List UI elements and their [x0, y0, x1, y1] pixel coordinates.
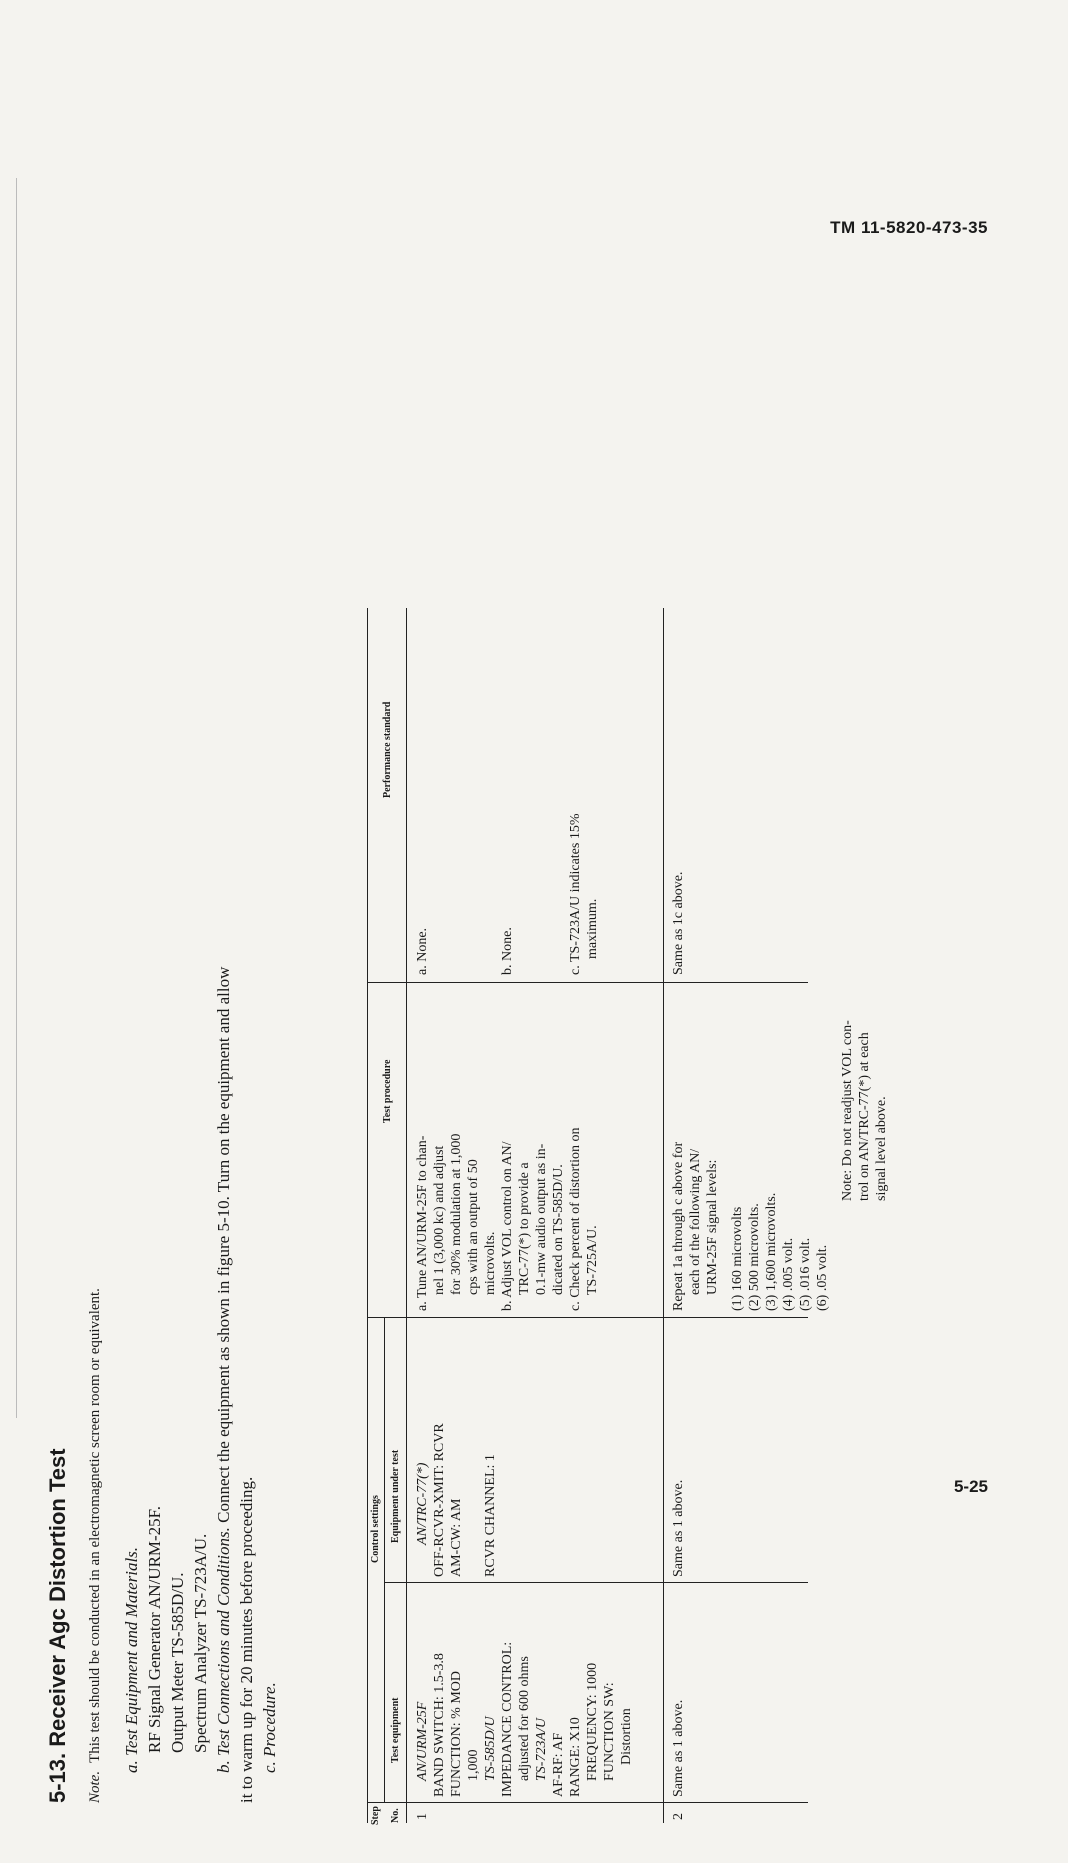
text-line: IMPEDANCE CONTROL:	[500, 1641, 515, 1797]
row-2-test-procedure	[670, 1020, 890, 1311]
text-line: adjusted for 600 ohms	[517, 1656, 532, 1781]
rotated-page-content	[17, 603, 889, 1863]
equipment-item: Spectrum Analyzer TS-723A/U.	[191, 1533, 210, 1753]
text-line: TRC-77(*) to provide a	[517, 1162, 532, 1295]
text-line	[448, 814, 465, 976]
item-c-heading	[260, 1682, 280, 1773]
text-line: Distortion	[619, 1708, 634, 1765]
row-1-test-procedure	[414, 1127, 601, 1311]
text-line: TS-585D/U	[483, 1716, 498, 1781]
text-line: (2) 500 microvolts.	[747, 1203, 762, 1311]
header-control-settings: Control settings	[370, 1495, 381, 1563]
text-line: 0.1-mw audio output as in-	[534, 1143, 549, 1295]
text-line: (1) 160 microvolts	[730, 1206, 745, 1311]
text-line: nel 1 (3,000 kc) and adjust	[432, 1145, 447, 1295]
text-line: AM-CW: AM	[449, 1498, 464, 1577]
item-a-title: Test Equipment and Materials.	[122, 1546, 141, 1756]
text-line: trol on AN/TRC-77(*) at each	[857, 1032, 872, 1201]
col-rule	[368, 1802, 808, 1803]
text-line	[465, 1423, 482, 1577]
item-a-heading	[122, 1547, 142, 1773]
text-line: FUNCTION SW:	[602, 1682, 617, 1781]
row-1-bottom-rule	[663, 608, 664, 1823]
col-rule	[368, 1317, 808, 1318]
header-no: No.	[390, 1808, 401, 1823]
text-line	[533, 814, 550, 976]
equipment-item: RF Signal Generator AN/URM-25F.	[145, 1505, 164, 1753]
row-2-performance-standard	[670, 872, 687, 975]
row-1-test-equipment	[414, 1642, 635, 1797]
text-line	[465, 814, 482, 976]
text-line: TS-723A/U	[534, 1718, 549, 1781]
text-line: dicated on TS-585D/U.	[551, 1164, 566, 1295]
equipment-item: Output Meter TS-585D/U.	[168, 1572, 187, 1753]
text-line: OFF-RCVR-XMIT: RCVR	[432, 1423, 447, 1577]
text-line: for 30% modulation at 1,000	[449, 1133, 464, 1295]
header-equipment-under-test: Equipment under test	[390, 1449, 401, 1543]
item-c-title: Procedure.	[260, 1682, 279, 1757]
text-line	[516, 814, 533, 976]
page-number: 5-25	[953, 1477, 988, 1496]
text-line: (6) .05 volt.	[815, 1244, 830, 1311]
col-rule	[384, 1582, 808, 1583]
text-line	[831, 1020, 839, 1311]
row-1-performance-standard	[414, 814, 601, 976]
text-line: a. None.	[415, 927, 430, 975]
text-line: microvolts.	[483, 1231, 498, 1295]
item-c-label: c.	[260, 1761, 279, 1773]
row-1-equipment-under-test	[414, 1423, 499, 1577]
header-bottom-rule	[406, 608, 407, 1823]
text-line: c. Check percent of distortion on	[568, 1127, 583, 1311]
item-b-text-1: Connect the equipment as shown in figure 5-10. Turn on the equipment and allow	[214, 966, 233, 1523]
procedure-table	[367, 608, 889, 1825]
text-line: Same as 1 above.	[671, 1479, 686, 1577]
text-line	[721, 1020, 729, 1311]
text-line: TS-725A/U.	[585, 1225, 600, 1295]
text-line: Note: Do not readjust VOL con-	[840, 1020, 855, 1201]
text-line	[482, 814, 499, 976]
text-line: 1,000	[466, 1749, 481, 1781]
text-line: (3) 1,600 microvolts.	[764, 1192, 779, 1311]
note-label: Note.	[87, 1770, 103, 1803]
text-line: cps with an output of 50	[466, 1159, 481, 1295]
text-line: URM-25F signal levels:	[705, 1159, 720, 1295]
row-2-step-no: 2	[671, 1813, 686, 1820]
text-line: Same as 1 above.	[671, 1699, 686, 1797]
text-line: FREQUENCY: 1000	[585, 1662, 600, 1781]
header-test-equipment: Test equipment	[390, 1697, 401, 1763]
text-line: (5) .016 volt.	[798, 1237, 813, 1311]
text-line: BAND SWITCH: 1.5-3.8	[432, 1653, 447, 1797]
row-2-test-equipment	[670, 1700, 687, 1797]
text-line: Repeat 1a through c above for	[671, 1141, 686, 1311]
text-line: AN/URM-25F	[415, 1701, 430, 1781]
text-line: c. TS-723A/U indicates 15%	[568, 813, 583, 975]
item-b-paragraph	[214, 967, 234, 1773]
control-settings-rule	[384, 1318, 385, 1803]
text-line: b. None.	[500, 927, 515, 975]
text-line: maximum.	[585, 898, 600, 959]
text-line: b. Adjust VOL control on AN/	[500, 1141, 515, 1311]
row-2-equipment-under-test	[670, 1480, 687, 1577]
item-b-text-2: it to warm up for 20 minutes before proceeding.	[237, 1476, 256, 1803]
row-1-step-no: 1	[415, 1813, 430, 1820]
text-line: each of the following AN/	[688, 1148, 703, 1295]
text-line: Same as 1c above.	[671, 871, 686, 975]
text-line: RCVR CHANNEL: 1	[483, 1454, 498, 1577]
header-step: Step	[370, 1806, 381, 1825]
text-line: AF-RF: AF	[551, 1732, 566, 1797]
text-line: RANGE: X10	[568, 1717, 583, 1797]
text-line: AN/TRC-77(*)	[415, 1462, 430, 1545]
text-line: FUNCTION: % MOD	[449, 1671, 464, 1797]
tm-number: TM 11-5820-473-35	[830, 218, 988, 237]
section-title: 5-13. Receiver Agc Distortion Test	[45, 1448, 70, 1803]
text-line: a. Tune AN/URM-25F to chan-	[415, 1135, 430, 1311]
col-rule	[368, 982, 808, 983]
header-test-procedure: Test procedure	[382, 1059, 393, 1123]
item-a-label: a.	[122, 1760, 141, 1773]
header-performance-standard: Performance standard	[382, 701, 393, 798]
note-text: This test should be conducted in an electromagnetic screen room or equivalent.	[87, 1288, 103, 1763]
text-line	[431, 814, 448, 976]
text-line	[550, 814, 567, 976]
item-b-title: Test Connections and Conditions.	[214, 1527, 233, 1756]
section-note	[87, 1288, 104, 1803]
item-b-label: b.	[214, 1760, 233, 1773]
text-line: (4) .005 volt.	[781, 1237, 796, 1311]
text-line: signal level above.	[874, 1096, 889, 1201]
